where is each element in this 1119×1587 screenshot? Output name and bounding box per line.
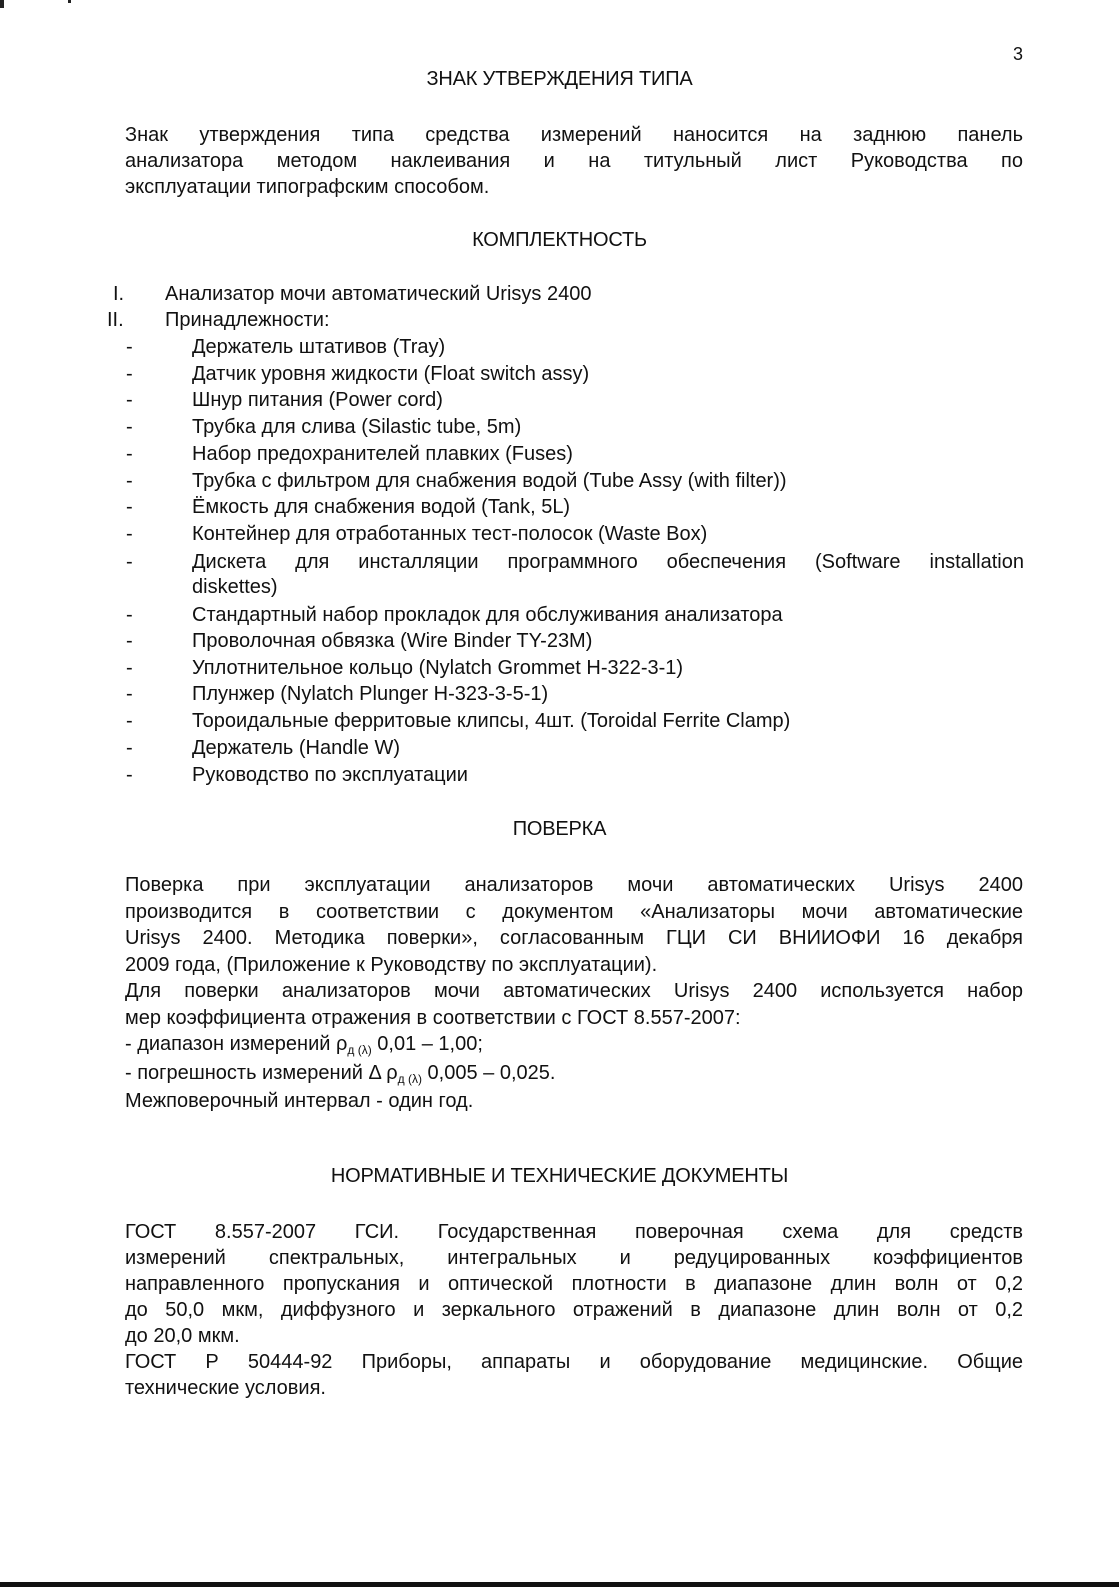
- dash-bullet: -: [126, 523, 133, 545]
- accessory-text: Уплотнительное кольцо (Nylatch Grommet H-322-3-1): [192, 657, 684, 679]
- text-line: Поверка при эксплуатации анализаторов мочи автоматических Urisys 2400: [125, 874, 1023, 896]
- accessory-item: [0, 764, 1119, 790]
- dash-bullet: -: [126, 764, 133, 786]
- list-item: [0, 283, 1119, 309]
- page-number: 3: [1013, 44, 1024, 64]
- accessory-item: [0, 336, 1119, 362]
- measurement-range-line: [125, 1031, 1023, 1060]
- accessory-item: [0, 683, 1119, 709]
- dash-bullet: -: [126, 363, 133, 385]
- accessory-item: [0, 389, 1119, 415]
- accessory-item: [0, 657, 1119, 683]
- accessory-text: Трубка для слива (Silastic tube, 5m): [192, 416, 522, 438]
- text-line: направленного пропускания и оптической плотности в диапазоне длин волн от 0,2: [125, 1273, 1023, 1295]
- accessory-text: Тороидальные ферритовые клипсы, 4шт. (Toroidal Ferrite Clamp): [192, 710, 791, 732]
- interval-line: Межповерочный интервал - один год.: [125, 1090, 474, 1112]
- text-line: производится в соответствии с документом «Анализаторы мочи автоматические: [125, 900, 1023, 923]
- text-line: эксплуатации типографским способом.: [125, 176, 490, 198]
- range-value: 0,01 – 1,00;: [371, 1033, 483, 1055]
- paragraph-type-approval-mark: [125, 122, 1023, 200]
- dash-bullet: -: [126, 683, 133, 705]
- range-prefix: - диапазон измерений ρ: [125, 1033, 348, 1055]
- accessory-item: [0, 630, 1119, 656]
- dash-bullet: -: [126, 470, 133, 492]
- heading-type-approval-mark: ЗНАК УТВЕРЖДЕНИЯ ТИПА: [426, 68, 693, 90]
- accessory-item: [0, 416, 1119, 442]
- accessory-text: Стандартный набор прокладок для обслуживания анализатора: [192, 604, 783, 626]
- accessory-text: Трубка с фильтром для снабжения водой (Tube Assy (with filter)): [192, 470, 787, 492]
- scan-artifact: [0, 0, 4, 8]
- accessory-text: Ёмкость для снабжения водой (Tank, 5L): [192, 496, 571, 518]
- text-line: ГОСТ 8.557-2007 ГСИ. Государственная поверочная схема для средств: [125, 1221, 1023, 1243]
- dash-bullet: -: [126, 630, 133, 652]
- accessory-item: [0, 710, 1119, 736]
- scan-artifact: [68, 0, 71, 3]
- error-value: 0,005 – 0,025.: [421, 1061, 556, 1084]
- accessory-text: Держатель (Handle W): [192, 737, 401, 759]
- heading-normative-documents: НОРМАТИВНЫЕ И ТЕХНИЧЕСКИЕ ДОКУМЕНТЫ: [330, 1165, 789, 1187]
- error-subscript: д (λ): [397, 1071, 422, 1086]
- list-item: [0, 309, 1119, 335]
- range-subscript: д (λ): [347, 1043, 372, 1057]
- dash-bullet: -: [126, 710, 133, 732]
- accessory-text: Держатель штативов (Tray): [192, 336, 446, 358]
- accessory-item: [0, 604, 1119, 630]
- list-item-text: Принадлежности:: [165, 309, 330, 331]
- accessory-text: Контейнер для отработанных тест-полосок (Waste Box): [192, 523, 708, 545]
- accessory-text: diskettes): [192, 576, 278, 598]
- accessory-item: [0, 737, 1119, 763]
- accessory-item: [0, 470, 1119, 496]
- dash-bullet: -: [126, 336, 133, 358]
- measurement-error-line: [125, 1060, 1023, 1089]
- text-line: до 50,0 мкм, диффузного и зеркального отражений в диапазоне длин волн от 0,2: [125, 1299, 1023, 1321]
- accessory-text: Дискета для инсталляции программного обеспечения (Software installation: [192, 551, 1024, 573]
- accessory-item: [0, 443, 1119, 469]
- dash-bullet: -: [126, 496, 133, 518]
- text-line: мер коэффициента отражения в соответствии с ГОСТ 8.557-2007:: [125, 1006, 741, 1029]
- heading-completeness: КОМПЛЕКТНОСТЬ: [472, 229, 647, 251]
- text-line: измерений спектральных, интегральных и редуцированных коэффициентов: [125, 1247, 1023, 1269]
- dash-bullet: -: [126, 657, 133, 679]
- accessory-text: Набор предохранителей плавких (Fuses): [192, 443, 573, 465]
- text-line: до 20,0 мкм.: [125, 1325, 240, 1347]
- list-item-text: Анализатор мочи автоматический Urisys 2400: [165, 283, 592, 305]
- text-line: анализатора методом наклеивания и на титульный лист Руководства по: [125, 150, 1023, 172]
- accessory-item: [0, 496, 1119, 522]
- text-line: Urisys 2400. Методика поверки», согласованным ГЦИ СИ ВНИИОФИ 16 декабря: [125, 927, 1023, 949]
- dash-bullet: -: [126, 416, 133, 438]
- accessory-item: [0, 523, 1119, 549]
- dash-bullet: -: [126, 737, 133, 759]
- text-line: технические условия.: [125, 1377, 326, 1399]
- error-prefix: - погрешность измерений Δ ρ: [125, 1061, 398, 1084]
- accessory-text: Плунжер (Nylatch Plunger H-323-3-5-1): [192, 683, 549, 705]
- accessory-item: [0, 551, 1119, 577]
- list-marker: I.: [113, 283, 125, 305]
- dash-bullet: -: [126, 551, 133, 573]
- dash-bullet: -: [126, 389, 133, 411]
- text-line: Для поверки анализаторов мочи автоматических Urisys 2400 используется набор: [125, 980, 1023, 1002]
- accessory-text: Руководство по эксплуатации: [192, 764, 468, 786]
- accessory-item: [0, 363, 1119, 389]
- dash-bullet: -: [126, 604, 133, 626]
- text-line: Знак утверждения типа средства измерений наносится на заднюю панель: [125, 124, 1023, 146]
- text-line: 2009 года, (Приложение к Руководству по эксплуатации).: [125, 953, 658, 976]
- scan-bottom-edge: [0, 1582, 1119, 1587]
- text-line: ГОСТ Р 50444-92 Приборы, аппараты и оборудование медицинские. Общие: [125, 1351, 1023, 1373]
- accessory-text: Датчик уровня жидкости (Float switch assy): [192, 363, 590, 385]
- accessory-text: Проволочная обвязка (Wire Binder TY-23M): [192, 630, 593, 652]
- paragraph-normative-documents: [125, 1219, 1023, 1401]
- list-marker: II.: [107, 309, 124, 331]
- paragraph-verification: [125, 872, 1023, 1115]
- dash-bullet: -: [126, 443, 133, 465]
- accessory-text: Шнур питания (Power cord): [192, 389, 443, 411]
- heading-verification: ПОВЕРКА: [512, 818, 607, 840]
- accessory-item-continuation: [0, 576, 1119, 602]
